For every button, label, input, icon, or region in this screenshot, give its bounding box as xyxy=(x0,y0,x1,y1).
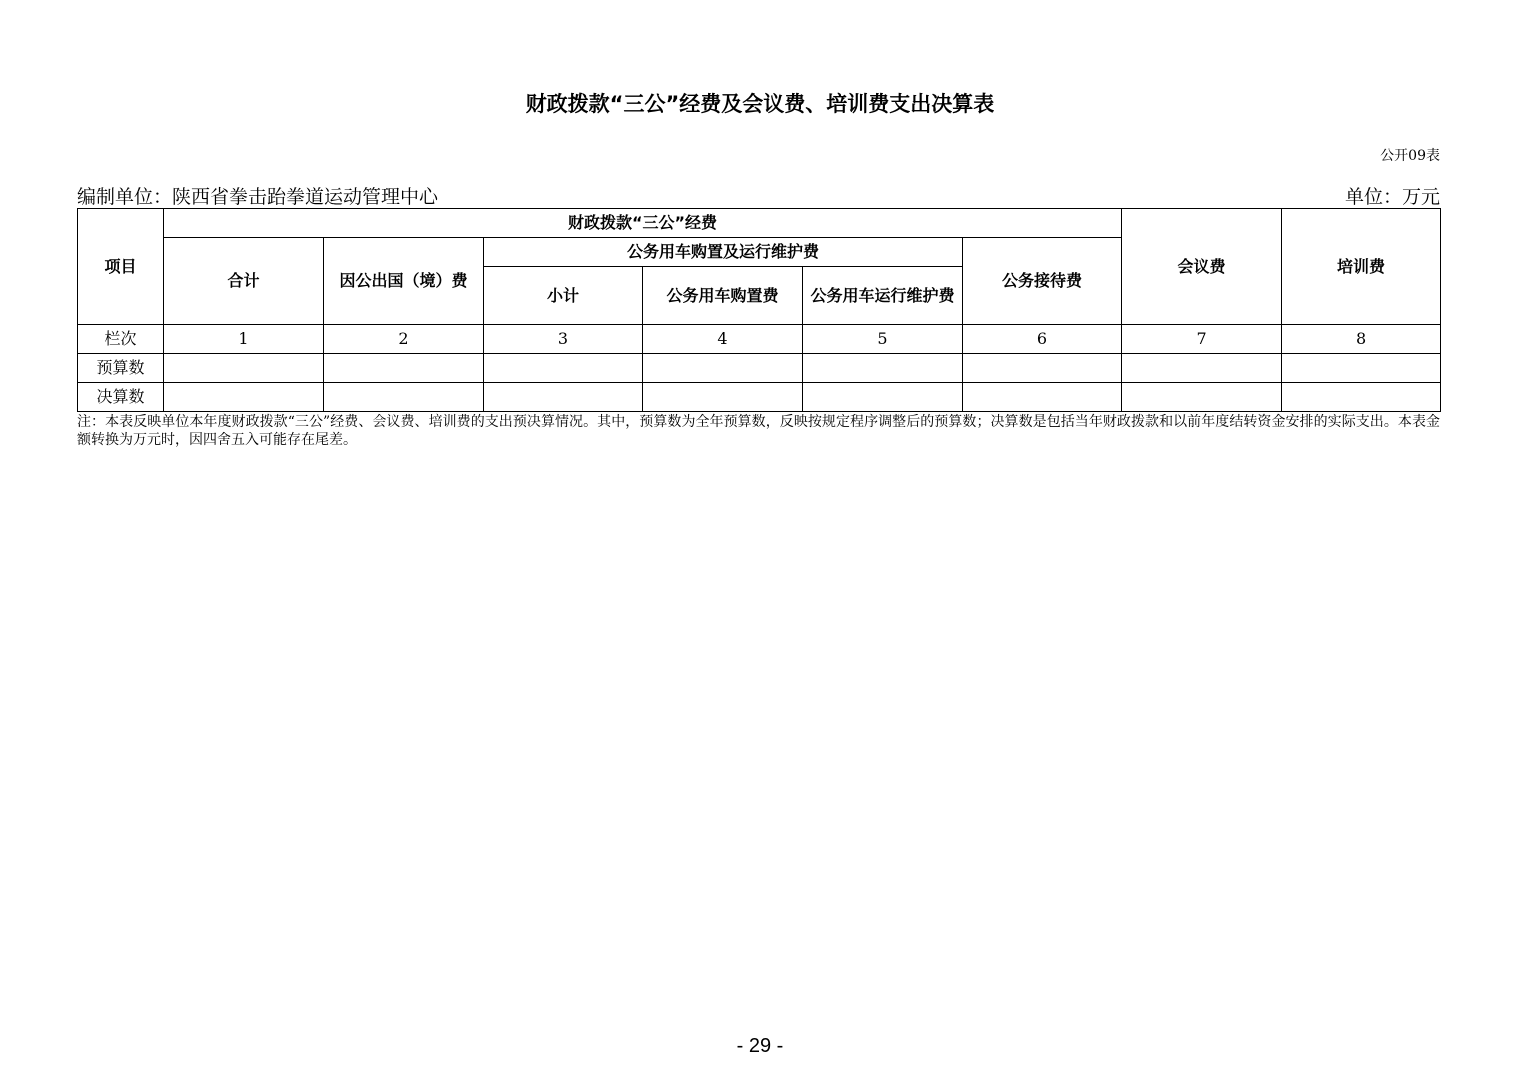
index-row-label: 栏次 xyxy=(78,325,164,354)
header-vehicle-operation: 公务用车运行维护费 xyxy=(803,267,963,325)
data-cell xyxy=(803,354,963,383)
page-title: 财政拨款“三公”经费及会议费、培训费支出决算表 xyxy=(525,92,995,116)
index-cell: 5 xyxy=(803,325,963,354)
row-label-budget: 预算数 xyxy=(78,354,164,383)
data-cell xyxy=(164,354,324,383)
header-vehicle-group: 公务用车购置及运行维护费 xyxy=(484,238,963,267)
table-row xyxy=(78,383,1441,412)
unit-label: 单位：万元 xyxy=(1344,186,1440,208)
header-item: 项目 xyxy=(78,209,164,325)
data-cell xyxy=(484,383,643,412)
data-cell xyxy=(963,354,1122,383)
index-cell: 7 xyxy=(1122,325,1282,354)
data-cell xyxy=(324,383,484,412)
index-cell: 1 xyxy=(164,325,324,354)
header-meeting: 会议费 xyxy=(1122,209,1282,325)
index-cell: 3 xyxy=(484,325,643,354)
data-cell xyxy=(963,383,1122,412)
data-cell xyxy=(484,354,643,383)
data-cell xyxy=(164,383,324,412)
data-cell xyxy=(1282,354,1441,383)
header-total: 合计 xyxy=(164,238,324,325)
data-cell xyxy=(324,354,484,383)
table-note: 注：本表反映单位本年度财政拨款“三公”经费、会议费、培训费的支出预决算情况。其中，预算数为全年预算数，反映按规定程序调整后的预算数；决算数是包括当年财政拨款和以前年度结转资金安排的实际支出。本表金额转换为万元时，因四舍五入可能存在尾差。 xyxy=(77,414,1440,448)
data-cell xyxy=(1282,383,1441,412)
data-cell xyxy=(643,383,803,412)
data-cell xyxy=(1122,354,1282,383)
table-row xyxy=(78,354,1441,383)
header-subtotal: 小计 xyxy=(484,267,643,325)
page-number: - 29 - xyxy=(736,1035,784,1057)
expenditure-table xyxy=(77,208,1441,412)
header-reception: 公务接待费 xyxy=(963,238,1122,325)
index-cell: 2 xyxy=(324,325,484,354)
table-code: 公开09表 xyxy=(1380,148,1440,164)
header-abroad: 因公出国（境）费 xyxy=(324,238,484,325)
index-cell: 6 xyxy=(963,325,1122,354)
header-training: 培训费 xyxy=(1282,209,1441,325)
compiling-unit: 编制单位：陕西省拳击跆拳道运动管理中心 xyxy=(77,186,439,208)
header-three-public: 财政拨款“三公”经费 xyxy=(164,209,1122,238)
index-cell: 8 xyxy=(1282,325,1441,354)
header-vehicle-purchase: 公务用车购置费 xyxy=(643,267,803,325)
data-cell xyxy=(803,383,963,412)
data-cell xyxy=(643,354,803,383)
index-cell: 4 xyxy=(643,325,803,354)
data-cell xyxy=(1122,383,1282,412)
meta-row xyxy=(77,182,1440,208)
row-label-final: 决算数 xyxy=(78,383,164,412)
